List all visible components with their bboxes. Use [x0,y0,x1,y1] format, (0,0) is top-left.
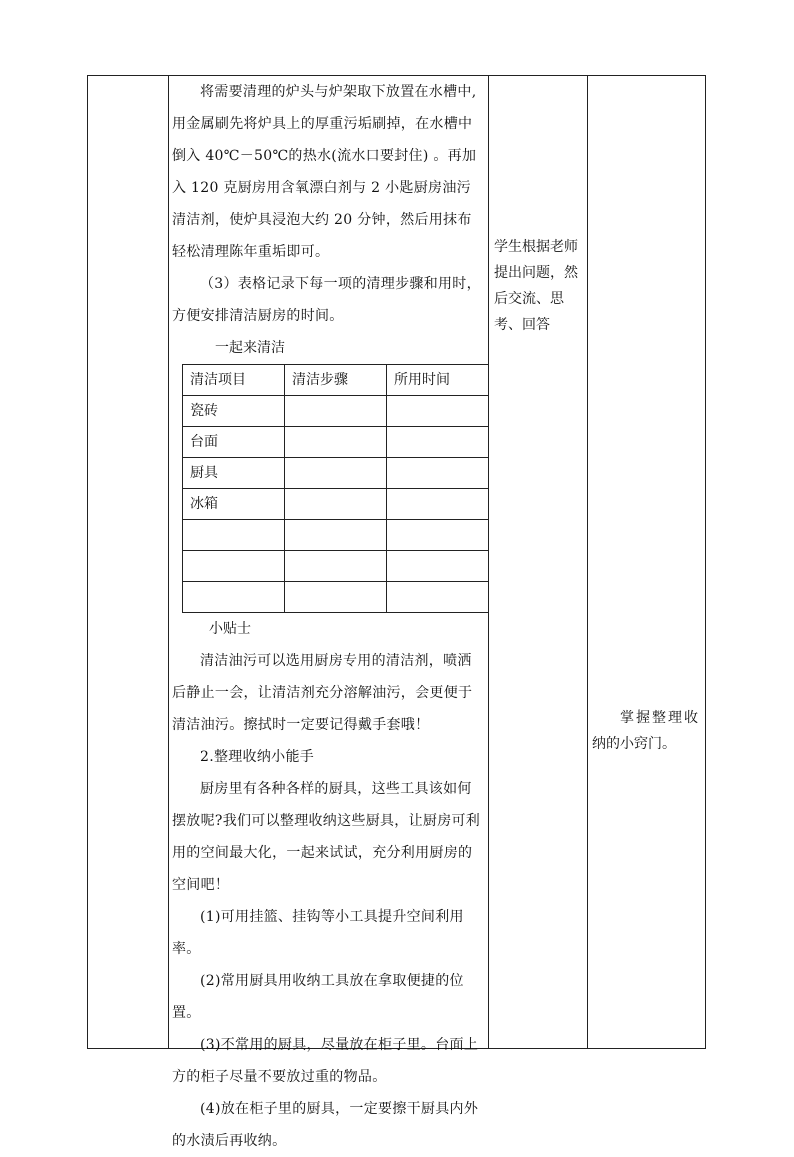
table-cell [285,396,387,427]
teacher-activity-column [169,76,489,1157]
design-intent-line: 掌握整理收 [620,710,700,726]
table-cell [285,551,387,582]
tips-body: 清洁油污可以选用厨房专用的清洁剂，喷洒后静止一会，让清洁剂充分溶解油污，会更便于清洁油污。擦拭时一定要记得戴手套哦！ [172,653,473,733]
table-row [183,489,489,520]
table-header-cell: 清洁步骤 [285,365,387,396]
list-item: (1)可用挂篮、挂钩等小工具提升空间利用率。 [172,909,464,957]
table-cell [387,551,489,582]
tips-title: 小贴士 [209,621,251,637]
list-item: (2)常用厨具用收纳工具放在拿取便捷的位置。 [172,973,464,1021]
table-caption: 一起来清洁 [215,340,285,356]
table-cell [183,520,285,551]
table-cell [285,489,387,520]
table-header-cell: 清洁项目 [183,365,285,396]
lesson-table [87,75,706,1149]
table-header-row [183,365,489,396]
table-cell [387,520,489,551]
section-title: 2.整理收纳小能手 [200,749,315,765]
design-intent-text [592,705,706,757]
table-cell [183,582,285,613]
table-cell [387,458,489,489]
cleaning-record-table [182,364,489,613]
table-cell [387,396,489,427]
table-cell [387,489,489,520]
table-row [183,551,489,582]
table-cell [285,458,387,489]
table-row [183,520,489,551]
table-row [183,582,489,613]
table-header-cell: 所用时间 [387,365,489,396]
table-cell [183,551,285,582]
table-row [183,396,489,427]
table-cell [285,427,387,458]
table-cell: 瓷砖 [183,396,285,427]
list-item: (4)放在柜子里的厨具，一定要擦干厨具内外的水渍后再收纳。 [172,1101,479,1149]
student-activity-text: 学生根据老师提出问题，然后交流、思考、回答 [494,239,578,333]
table-cell: 冰箱 [183,489,285,520]
table-cell: 厨具 [183,458,285,489]
list-item: (3)不常用的厨具，尽量放在柜子里。台面上方的柜子尽量不要放过重的物品。 [172,1037,479,1085]
table-row [183,458,489,489]
table-cell [285,520,387,551]
paragraph-record-steps: （3）表格记录下每一项的清理步骤和用时，方便安排清洁厨房的时间。 [172,276,481,324]
table-cell [387,427,489,458]
column-divider [587,76,588,1048]
table-cell [387,582,489,613]
design-intent-line: 纳的小窍门。 [592,736,676,752]
table-cell [285,582,387,613]
section-intro: 厨房里有各种各样的厨具，这些工具该如何摆放呢?我们可以整理收纳这些厨具，让厨房可利用的空间最大化，一起来试试，充分利用厨房的空间吧！ [172,781,481,893]
table-row [183,427,489,458]
table-cell: 台面 [183,427,285,458]
paragraph-stove-cleaning: 将需要清理的炉头与炉架取下放置在水槽中,用金属刷先将炉具上的厚重污垢刷掉，在水槽中倒入 40℃－50℃的热水(流水口要封住) 。再加入 120 克厨房用含氧漂白剂与 2 小匙厨房油污清洁剂，使炉具浸泡大约 20 分钟，然后用抹布轻松清理陈年重垢即可。 [172,84,477,260]
